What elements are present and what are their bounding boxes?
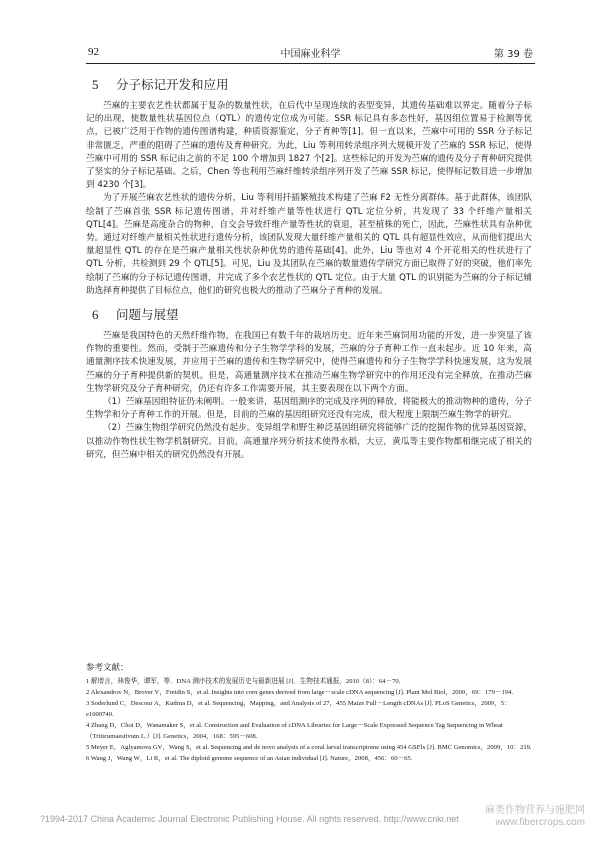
watermark-url: www.fibercrops.com [495, 817, 585, 828]
paragraph: （1）苎麻基因组特征仍未阐明。一般来讲，基因组测序的完成及序列的释放，将能极大的推动物种的遗传，分子生物学和分子育种工作的开展。但是，目前的苎麻的基因组研究还没有完成，很大程度上限制苎麻生物学的研究。 [86, 397, 532, 421]
reference-item: 2 Alexandrov N，Brover V，Freidin S，et al. Insights into corn genes derived from large－scale cDNA sequencing [J]. Plant Mol Biol，2009，69：179－194. [86, 689, 514, 696]
journal-title: 中国麻业科学 [280, 49, 341, 60]
page-number: 92 [88, 46, 99, 58]
watermark [485, 805, 585, 829]
reference-item: 3 Soderlund C，Descour A，Kudrna D，et al. Sequencing，Mapping，and Analysis of 27，455 Maize Full－Length cDNAs [J]. PLoS Genetics，2009，5：e1000740. [86, 700, 511, 718]
references [86, 661, 532, 764]
paragraph: 苎麻的主要农艺性状都属于复杂的数量性状，在后代中呈现连续的表型变异，其遗传基础难以界定。随着分子标记的出现，使数量性状基因位点（QTL）的遗传定位成为可能。SSR 标记具有多态性好，基因组位置易于检测等优点，已被广泛用于作物的遗传图谱构建，种质资源鉴定，分子育种等[1]。但一直以来，苎麻中可用的 SSR 分子标记非常匮乏，严重的阻碍了苎麻的遗传及育种研究。为此，Liu 等利用转录组序列大规模开发了苎麻的 SSR 标记，使得苎麻中可用的 SSR 标记由之前的不足 100 个增加到 1827 个[2]。这些标记的开发为苎麻的遗传及分子育种研究提供了坚实的分子标记基础。之后，Chen 等也利用苎麻纤维转录组序列开发了苎麻 SSR 标记，使得标记数目进一步增加到 4230 个[3]。 [86, 101, 532, 191]
reference-item: 5 Meyer E，Aglyamova GV，Wang S，et al. Sequencing and de novo analysis of a coral larval transcriptome using 454 GSFlx [J]. BMC Genomics，2009，10：219. [86, 744, 532, 751]
section-5-heading [86, 76, 532, 94]
watermark-title: 麻类作物营养与施肥网 [485, 805, 585, 816]
section-title: 问题与展望 [115, 307, 179, 323]
section-number: 5 [92, 77, 99, 92]
volume-label: 第 39 卷 [493, 49, 533, 60]
running-header [88, 44, 533, 64]
reference-item: 1 解增言，林俊华，谭军，等．DNA 测序技术的发展历史与最新进展 [J]．生物技术通报，2010（8）：64－70． [86, 678, 406, 685]
paragraph: （2）苎麻生物组学研究仍然没有起步。变异组学和野生种泛基因组研究将能够广泛的挖掘作物的优异基因资源，以推动作物性状生物学机制研究。目前，高通量序列分析技术使得水稻，大豆，黄瓜等主要作物都相继完成了相关的研究，但苎麻中相关的研究仍然没有开展。 [86, 423, 532, 460]
references-title: 参考文献： [86, 663, 129, 673]
section-6-heading [86, 306, 532, 324]
section-number: 6 [92, 307, 99, 323]
article-body [86, 76, 532, 462]
header-rule [86, 63, 535, 64]
reference-item: 6 Wang J，Wang W，Li R，et al. The diploid genome sequence of an Asian individual [J]. Nature，2008，456：60－65. [86, 755, 413, 762]
paragraph: 为了开展苎麻农艺性状的遗传分析，Liu 等利用扦插繁殖技术构建了苎麻 F2 无性分离群体。基于此群体，该团队绘制了苎麻首张 SSR 标记遗传图谱，并对纤维产量等性状进行 QTL 定位分析，共发现了 33 个纤维产量相关 QTL[4]。苎麻是高度杂合的物种，自交会导致纤维产量等性状的衰退，甚至植株的死亡，因此，苎麻性状具有杂种优势。通过对纤维产量相关性状进行遗传分析，该团队发现大量纤维产量相关的 QTL 具有超显性效应，从而他们提出大量超显性 QTL 的存在是苎麻产量相关性状杂种优势的遗传基础[4]。此外，Liu 等也对 4 个开花相关的性状进行了 QTL 分析，共检测到 29 个 QTL[5]。可见，Liu 及其团队在苎麻的数量遗传学研究方面已取得了好的突破，他们率先绘制了苎麻的分子标记遗传图谱，并完成了多个农艺性状的 QTL 定位。由于大量 QTL 的识别能为苎麻的分子标记辅助选择育种提供了目标位点，他们的研究也极大的推动了苎麻分子育种的发展。 [86, 193, 532, 296]
section-title: 分子标记开发和应用 [115, 77, 229, 92]
copyright-notice: ?1994-2017 China Academic Journal Electronic Publishing House. All rights reserved. http://www.cnki.net [40, 814, 459, 824]
paragraph: 苎麻是我国特色的天然纤维作物，在我国已有数千年的栽培历史。近年来苎麻饲用功能的开发，进一步突显了该作物的重要性。然而，受制于苎麻遗传和分子生物学学科的发展，苎麻的分子育种工作一直未起步。近 10 年来，高通量测序技术快速发展，并应用于苎麻的遗传和生物学研究中，使得苎麻遗传和分子生物学学科快速发展，这为发展苎麻的分子育种提供新的契机。但是，高通量测序技术在推动苎麻生物学研究中的作用还没有完全释放，在推动苎麻生物学研究及分子育种研究，仍还有许多工作需要开展，其主要表现在以下两个方面。 [86, 331, 532, 394]
reference-item: 4 Zhang D，Choi D，Wanamaker S，et al. Construction and Evaluation of cDNA Libraries for Large－Scale Expressed Sequence Tag Sequencing in Wheat（Triticumaestivum L.）[J]. Genetics，2004，168：595－608. [86, 722, 503, 740]
